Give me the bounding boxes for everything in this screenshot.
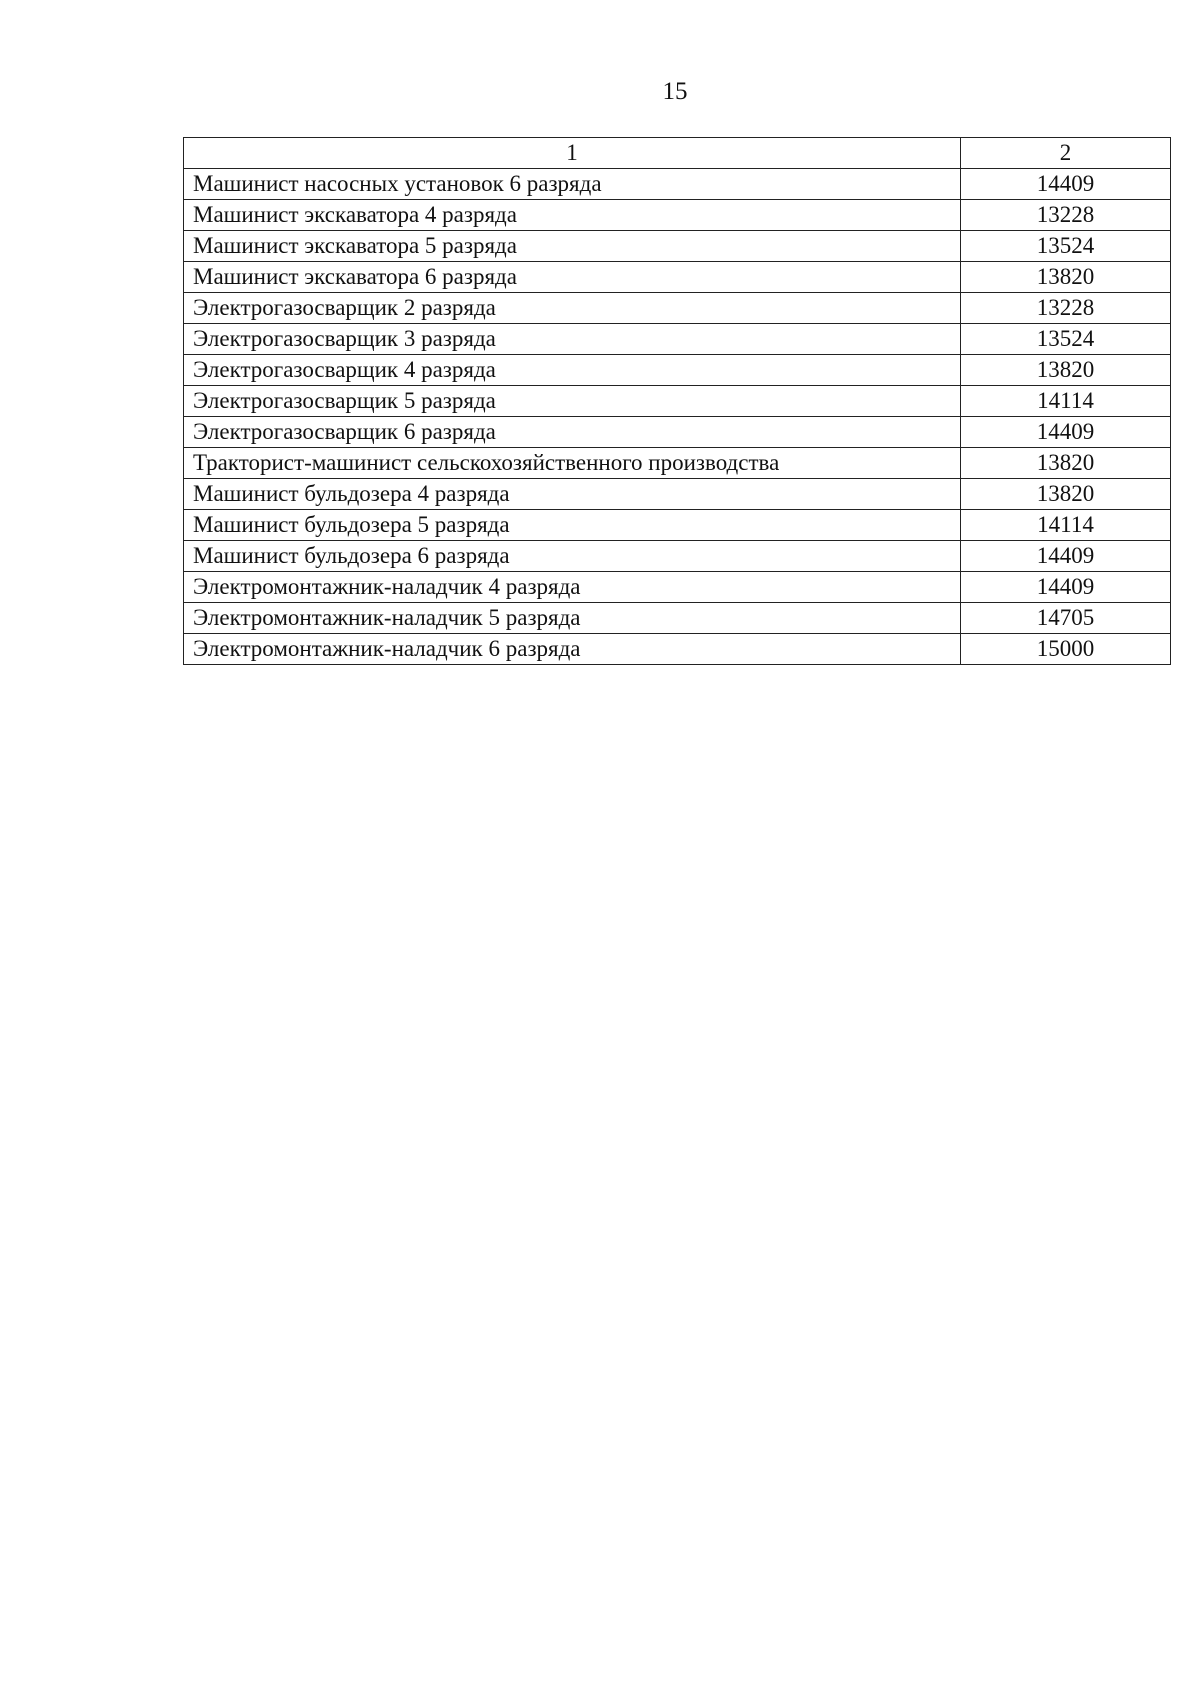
value-cell: 13820: [961, 262, 1171, 293]
value-cell: 13820: [961, 479, 1171, 510]
value-cell: 13820: [961, 355, 1171, 386]
column-number-1: 1: [184, 138, 961, 169]
profession-cell: Машинист бульдозера 5 разряда: [184, 510, 961, 541]
value-cell: 13524: [961, 324, 1171, 355]
value-cell: 14114: [961, 386, 1171, 417]
profession-cell: Электрогазосварщик 2 разряда: [184, 293, 961, 324]
value-cell: 14409: [961, 169, 1171, 200]
table-row: [184, 448, 1171, 479]
profession-cell: Машинист насосных установок 6 разряда: [184, 169, 961, 200]
profession-cell: Электрогазосварщик 3 разряда: [184, 324, 961, 355]
table-row: [184, 634, 1171, 665]
profession-cell: Электромонтажник-наладчик 4 разряда: [184, 572, 961, 603]
table-row: [184, 572, 1171, 603]
value-cell: 15000: [961, 634, 1171, 665]
table-row: [184, 293, 1171, 324]
wage-table: [183, 137, 1171, 665]
column-number-2: 2: [961, 138, 1171, 169]
profession-cell: Тракторист-машинист сельскохозяйственного производства: [184, 448, 961, 479]
profession-cell: Машинист экскаватора 5 разряда: [184, 231, 961, 262]
profession-cell: Машинист экскаватора 6 разряда: [184, 262, 961, 293]
table-header-row: [184, 138, 1171, 169]
table-row: [184, 510, 1171, 541]
table-row: [184, 169, 1171, 200]
value-cell: 14409: [961, 572, 1171, 603]
page-number: 15: [662, 78, 688, 105]
value-cell: 14705: [961, 603, 1171, 634]
value-cell: 13820: [961, 448, 1171, 479]
profession-cell: Машинист бульдозера 4 разряда: [184, 479, 961, 510]
profession-cell: Электрогазосварщик 5 разряда: [184, 386, 961, 417]
value-cell: 13228: [961, 293, 1171, 324]
profession-cell: Электромонтажник-наладчик 5 разряда: [184, 603, 961, 634]
table-row: [184, 417, 1171, 448]
table-row: [184, 231, 1171, 262]
table-row: [184, 386, 1171, 417]
table-row: [184, 479, 1171, 510]
value-cell: 13228: [961, 200, 1171, 231]
table-row: [184, 355, 1171, 386]
profession-cell: Электрогазосварщик 6 разряда: [184, 417, 961, 448]
table-row: [184, 324, 1171, 355]
value-cell: 13524: [961, 231, 1171, 262]
profession-cell: Машинист экскаватора 4 разряда: [184, 200, 961, 231]
profession-cell: Электрогазосварщик 4 разряда: [184, 355, 961, 386]
table-row: [184, 200, 1171, 231]
value-cell: 14114: [961, 510, 1171, 541]
value-cell: 14409: [961, 417, 1171, 448]
table-row: [184, 541, 1171, 572]
table-row: [184, 603, 1171, 634]
profession-cell: Электромонтажник-наладчик 6 разряда: [184, 634, 961, 665]
table-row: [184, 262, 1171, 293]
profession-cell: Машинист бульдозера 6 разряда: [184, 541, 961, 572]
value-cell: 14409: [961, 541, 1171, 572]
